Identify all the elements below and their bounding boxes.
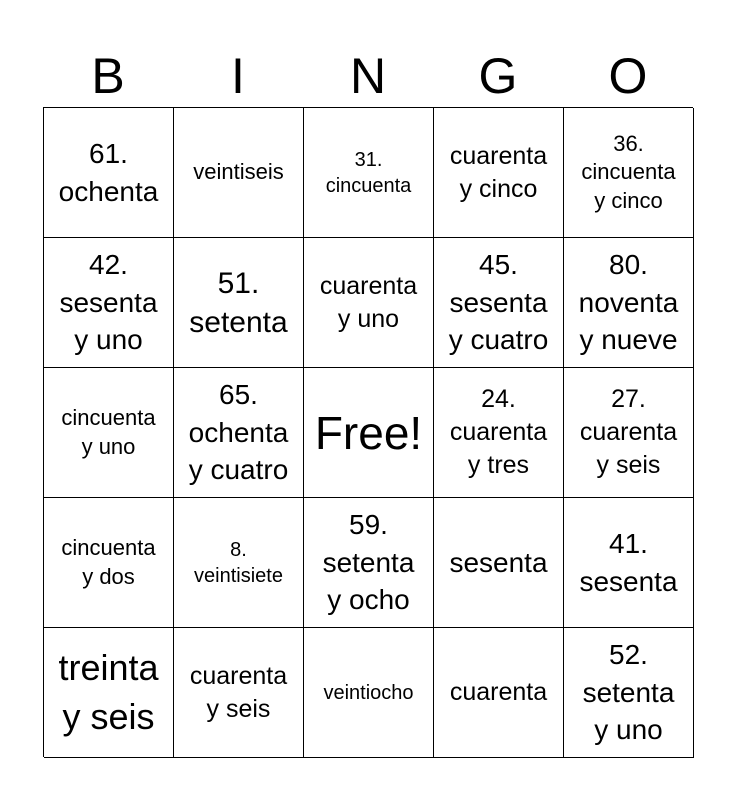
bingo-cell-text: 8. veintisiete [194,538,283,587]
bingo-cell-b4[interactable] [44,498,174,628]
bingo-cell-text: 42. sesenta y uno [59,248,158,356]
bingo-cell-text: veintiseis [193,159,284,185]
bingo-cell-o2[interactable] [564,238,694,368]
header-letter-b: B [91,48,125,104]
bingo-cell-b3[interactable] [44,368,174,498]
bingo-cell-text: sesenta [449,546,548,578]
bingo-cell-n5[interactable] [304,628,434,758]
bingo-cell-text: 24. cuarenta y tres [449,385,548,479]
bingo-cell-i4[interactable] [174,498,304,628]
bingo-cell-o4[interactable] [564,498,694,628]
bingo-cell-text: veintiocho [323,681,414,704]
bingo-cell-text: 61. ochenta [58,137,159,207]
header-letter-n: N [349,48,387,104]
bingo-cell-text: 51. setenta [189,266,288,339]
header-letter-o: O [608,48,648,104]
bingo-cell-text: 31. cincuenta [325,148,412,197]
bingo-cell-text: 45. sesenta y cuatro [448,248,549,356]
bingo-board [43,107,693,757]
bingo-cell-i2[interactable] [174,238,304,368]
bingo-cell-o5[interactable] [564,628,694,758]
bingo-cell-o1[interactable] [564,108,694,238]
bingo-cell-text: treinta y seis [58,646,159,737]
bingo-cell-b1[interactable] [44,108,174,238]
bingo-cell-text: cincuenta y dos [61,534,156,589]
bingo-cell-text: cuarenta [449,678,548,706]
bingo-cell-i5[interactable] [174,628,304,758]
bingo-cell-text: cuarenta y cinco [449,141,548,203]
bingo-cell-text: cuarenta y uno [319,271,418,333]
bingo-cell-text: cuarenta y seis [189,661,288,723]
bingo-cell-text: 65. ochenta y cuatro [188,378,289,486]
bingo-cell-i1[interactable] [174,108,304,238]
bingo-cell-text: 36. cincuenta y cinco [581,130,676,213]
bingo-cell-i3[interactable] [174,368,304,498]
bingo-cell-b5[interactable] [44,628,174,758]
header-letter-g: G [478,48,518,104]
bingo-cell-g2[interactable] [434,238,564,368]
bingo-cell-n2[interactable] [304,238,434,368]
bingo-cell-g1[interactable] [434,108,564,238]
free-space-label: Free! [314,406,423,459]
bingo-cell-g5[interactable] [434,628,564,758]
bingo-cell-text: 52. setenta y uno [582,638,675,746]
bingo-cell-text: 41. sesenta [579,527,678,597]
bingo-cell-n3-free[interactable] [304,368,434,498]
bingo-cell-text: 80. noventa y nueve [578,248,679,356]
bingo-cell-b2[interactable] [44,238,174,368]
bingo-cell-n1[interactable] [304,108,434,238]
bingo-cell-g4[interactable] [434,498,564,628]
bingo-cell-text: cincuenta y uno [61,404,156,459]
header-letter-i: I [231,48,245,104]
bingo-cell-text: 59. setenta y ocho [322,508,415,616]
bingo-cell-text: 27. cuarenta y seis [579,385,678,479]
bingo-cell-o3[interactable] [564,368,694,498]
bingo-header [43,46,693,106]
bingo-cell-g3[interactable] [434,368,564,498]
bingo-cell-n4[interactable] [304,498,434,628]
